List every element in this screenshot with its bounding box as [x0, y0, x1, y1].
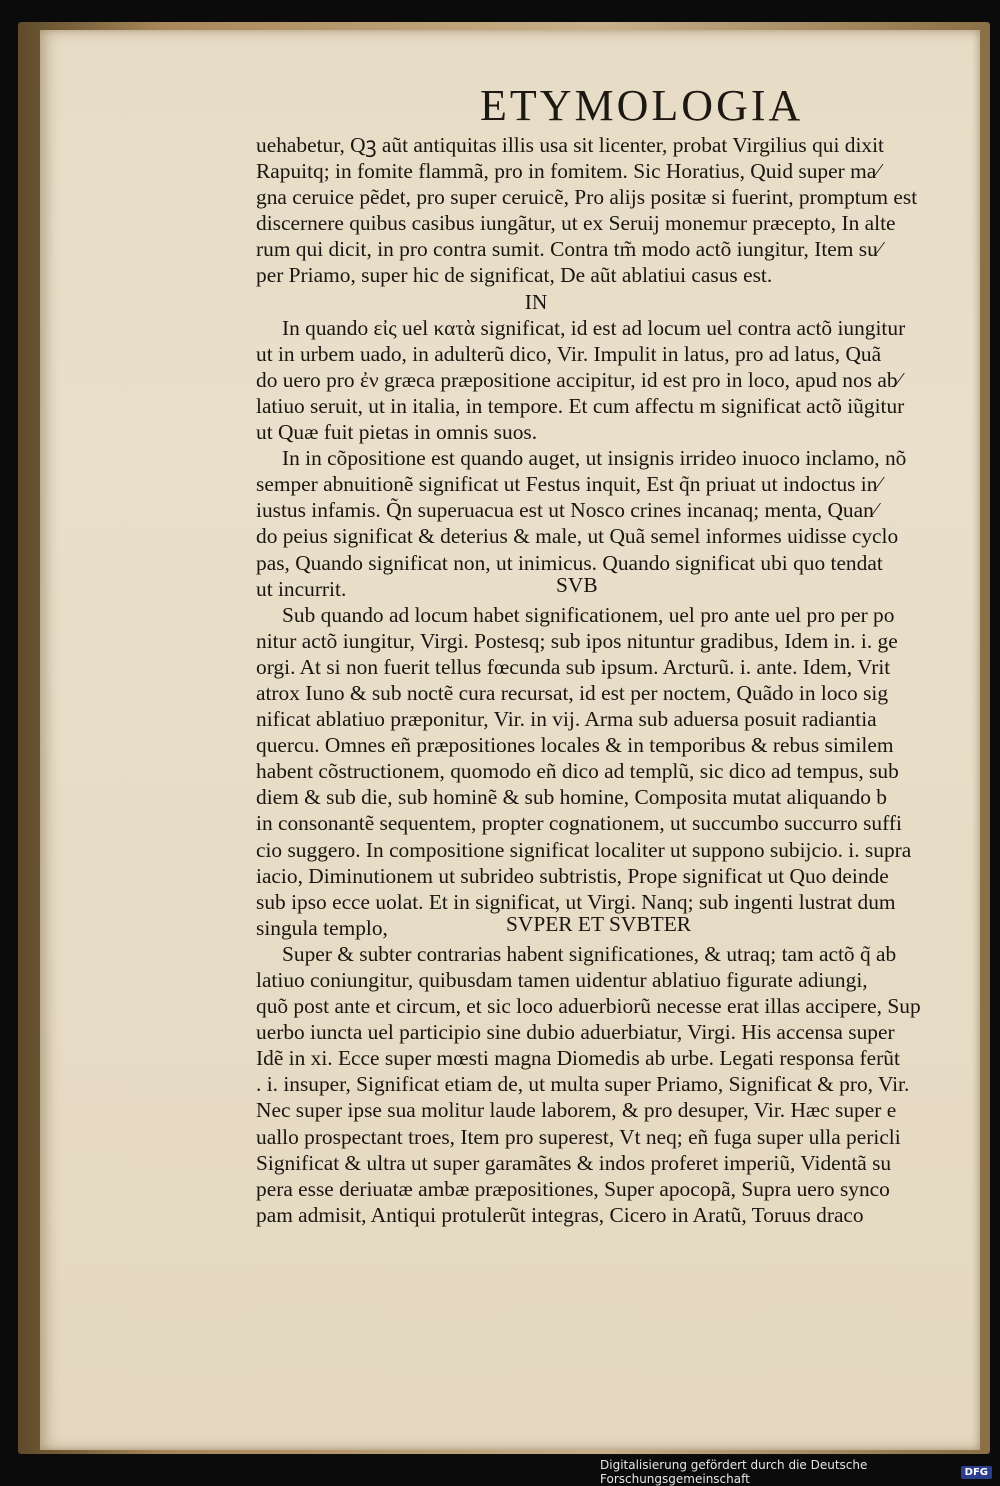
- text-line: [256, 236, 956, 262]
- text-line-content: habent cõstructionem, quomodo eñ dico ad templũ, sic dico ad tempus, sub: [256, 759, 899, 784]
- text-line: [256, 1150, 956, 1176]
- text-line-content: ut in urbem uado, in adulterũ dico, Vir. Impulit in latus, pro ad latus, Quã: [256, 341, 882, 366]
- text-line-content: Sub quando ad locum habet significationem, uel pro ante uel pro per po: [282, 602, 895, 627]
- text-line: [256, 341, 956, 367]
- text-line-content: Nec super ipse sua molitur laude laborem, & pro desuper, Vir. Hæc super e: [256, 1098, 897, 1123]
- text-line: [256, 1045, 956, 1071]
- section-heading-text: IN: [524, 289, 548, 314]
- text-line-content: in consonantẽ sequentem, propter cognationem, ut succumbo succurro suffi: [256, 811, 902, 836]
- text-line: [256, 941, 956, 967]
- text-line: [256, 550, 956, 576]
- text-line: [256, 132, 956, 158]
- text-line-content: gna ceruice pẽdet, pro super ceruicẽ, Pro alijs positæ si fuerint, promptum est: [256, 185, 918, 210]
- text-line: [256, 210, 956, 236]
- text-line-content: singula templo,: [256, 915, 388, 940]
- text-line-content: semper abnuitionẽ significat ut Festus inquit, Est q̃n priuat ut indoctus in⁄: [256, 472, 882, 497]
- text-line-content: quercu. Omnes eñ præpositiones locales & in temporibus & rebus similem: [256, 733, 894, 758]
- text-line-content: latiuo seruit, ut in italia, in tempore. Et cum affectu m significat actõ iũgitur: [256, 393, 905, 418]
- text-line: [256, 158, 956, 184]
- text-line: [256, 732, 956, 758]
- text-line: [256, 758, 956, 784]
- text-line-content: quõ post ante et circum, et sic loco aduerbiorũ necesse erat illas accipere, Sup: [256, 994, 921, 1019]
- text-line-content: orgi. At si non fuerit tellus fœcunda sub ipsum. Arcturũ. i. ante. Idem, Vrit: [256, 654, 891, 679]
- text-line-content: . i. insuper, Significat etiam de, ut multa super Priamo, Significat & pro, Vir.: [256, 1072, 910, 1097]
- text-line-content: Rapuitq; in fomite flammã, pro in fomitem. Sic Horatius, Quid super ma⁄: [256, 159, 880, 184]
- text-line-content: uerbo iuncta uel participio sine dubio aduerbiatur, Virgi. His accensa super: [256, 1020, 895, 1045]
- text-line: [256, 810, 956, 836]
- text-line-content: discernere quibus casibus iungãtur, ut ex Seruij monemur præcepto, In alte: [256, 211, 896, 236]
- text-line-content: In quando εἰς uel κατὰ significat, id est ad locum uel contra actõ iungitur: [282, 315, 906, 340]
- text-line: [256, 654, 956, 680]
- text-line: [256, 471, 956, 497]
- text-line-content: cio suggero. In compositione significat localiter ut suppono subijcio. i. supra: [256, 837, 912, 862]
- text-line-content: iacio, Diminutionem ut subrideo subtristis, Prope significat ut Quo deinde: [256, 863, 889, 888]
- text-line-content: nitur actõ iungitur, Virgi. Postesq; sub ipos nituntur gradibus, Idem in. i. ge: [256, 628, 898, 653]
- section-heading: [256, 289, 956, 315]
- text-line: [256, 1071, 956, 1097]
- text-line-content: In in cõpositione est quando auget, ut insignis irrideo inuoco inclamo, nõ: [282, 446, 907, 471]
- text-line: [256, 602, 956, 628]
- text-line: [256, 262, 956, 288]
- text-line: [256, 911, 956, 941]
- footer-credit: Digitalisierung gefördert durch die Deutsche Forschungsgemeinschaft: [600, 1458, 868, 1486]
- text-line: [256, 419, 956, 445]
- text-line: [256, 993, 956, 1019]
- dfg-logo: DFG: [961, 1466, 992, 1479]
- text-line: [256, 523, 956, 549]
- text-line-content: latiuo coniungitur, quibusdam tamen uidentur ablatiuo figurate adiungi,: [256, 968, 868, 992]
- text-line: [256, 184, 956, 210]
- text-line: [256, 1097, 956, 1123]
- text-line-content: pam admisit, Antiqui protulerũt integras, Cicero in Aratũ, Toruus draco: [256, 1202, 864, 1227]
- footer-bar: [600, 1458, 1000, 1486]
- text-line: [256, 680, 956, 706]
- text-line: [256, 367, 956, 393]
- text-line: [256, 1202, 956, 1228]
- text-line-content: iustus infamis. Q̃n superuacua est ut Nosco crines incanaq; menta, Quan⁄: [256, 498, 878, 523]
- section-heading: SVB: [556, 572, 598, 597]
- text-line: [256, 315, 956, 341]
- text-line-content: do uero pro ἐν græca præpositione accipitur, id est pro in loco, apud nos ab⁄: [256, 367, 902, 392]
- text-line: [256, 572, 956, 602]
- text-line: [256, 445, 956, 471]
- text-line: [256, 393, 956, 419]
- text-line-content: sub ipso ecce uolat. Et in significat, ut Virgi. Nanq; sub ingenti lustrat dum: [256, 889, 896, 914]
- section-heading: SVPER ET SVBTER: [506, 911, 692, 936]
- running-head: ETYMOLOGIA: [480, 81, 804, 130]
- text-line-content: uehabetur, Qꝫ aũt antiquitas illis usa sit licenter, probat Virgilius qui dixit: [256, 133, 884, 157]
- text-line: [256, 497, 956, 523]
- text-line-content: ut incurrit.: [256, 576, 347, 601]
- text-line: [256, 706, 956, 732]
- text-line-content: diem & sub die, sub hominẽ & sub homine, Composita mutat aliquando b: [256, 785, 887, 810]
- text-line-content: nificat ablatiuo præponitur, Vir. in vij. Arma sub aduersa posuit radiantia: [256, 707, 877, 732]
- text-line-content: per Priamo, super hic de significat, De aũt ablatiui casus est.: [256, 263, 773, 288]
- text-line-content: ut Quæ fuit pietas in omnis suos.: [256, 420, 538, 445]
- text-line: [256, 837, 956, 863]
- text-block: [256, 132, 956, 1228]
- text-line-content: Super & subter contrarias habent significationes, & utraq; tam actõ q̃ ab: [282, 941, 897, 966]
- text-line-content: pera esse deriuatæ ambæ præpositiones, Super apocopã, Supra uero synco: [256, 1176, 890, 1201]
- text-line-content: atrox Iuno & sub noctẽ cura recursat, id est per noctem, Quãdo in loco sig: [256, 680, 889, 705]
- text-line-content: pas, Quando significat non, ut inimicus. Quando significat ubi quo tendat: [256, 550, 883, 575]
- text-line: [256, 784, 956, 810]
- text-line-content: Idẽ in xi. Ecce super mœsti magna Diomedis ab urbe. Legati responsa ferũt: [256, 1046, 900, 1071]
- text-line: [256, 1124, 956, 1150]
- text-line-content: Significat & ultra ut super garamãtes & indos proferet imperiũ, Videntã su: [256, 1150, 892, 1175]
- text-line: [256, 967, 956, 993]
- text-line: [256, 628, 956, 654]
- text-line-content: uallo prospectant troes, Item pro superest, Vt neq; eñ fuga super ulla pericli: [256, 1124, 901, 1149]
- text-line: [256, 863, 956, 889]
- text-line-content: rum qui dicit, in pro contra sumit. Contra tm̃ modo actõ iungitur, Item su⁄: [256, 237, 882, 262]
- text-line-content: do peius significat & deterius & male, ut Quã semel informes uidisse cyclo: [256, 524, 899, 549]
- text-line: [256, 1019, 956, 1045]
- text-line: [256, 1176, 956, 1202]
